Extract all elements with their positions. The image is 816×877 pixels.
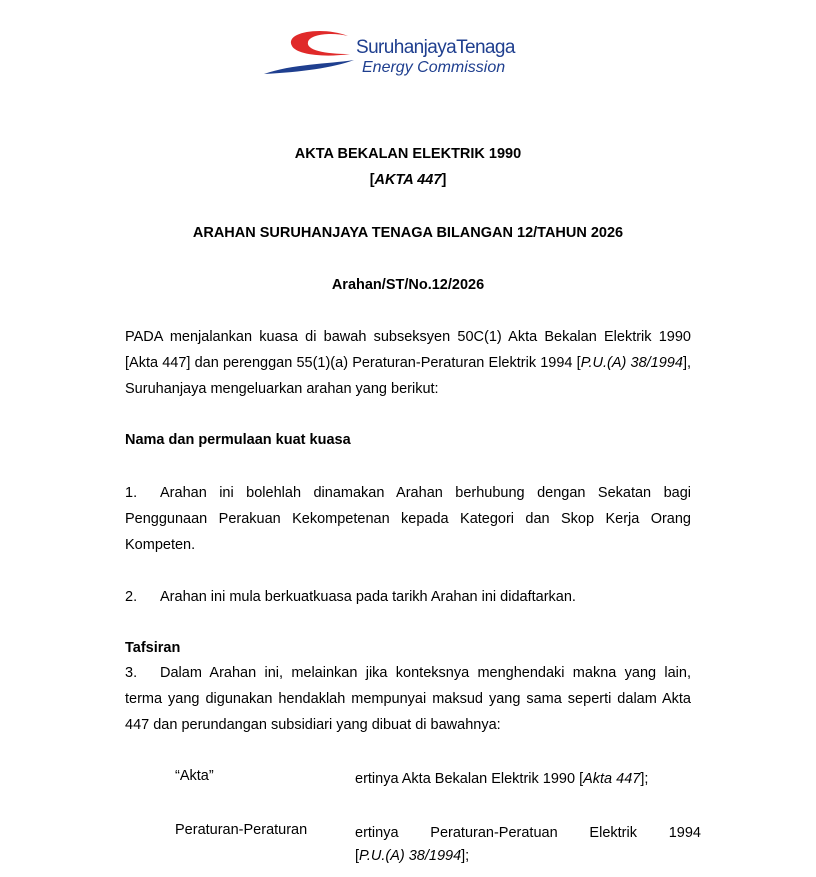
energy-commission-logo xyxy=(262,24,552,84)
clause-1: 1. Arahan ini bolehlah dinamakan Arahan berhubung dengan Sekatan bagi Penggunaan Perakuan Kekompetenan kepada Kategori dan Skop Kerja Orang Kompeten. xyxy=(125,480,691,558)
swoosh-logo-icon xyxy=(262,24,362,84)
definition-term: Peraturan-Peraturan xyxy=(175,822,308,838)
clause-number: 1. xyxy=(125,485,138,501)
act-title: AKTA BEKALAN ELEKTRIK 1990 xyxy=(294,146,522,162)
preamble-paragraph: PADA menjalankan kuasa di bawah subseksyen 50C(1) Akta Bekalan Elektrik 1990 [Akta 447] dan perenggan 55(1)(a) Peraturan-Peraturan Elektrik 1994 [P.U.(A) 38/1994], Suruhanjaya mengeluarkan arahan yang berikut: xyxy=(125,329,692,397)
logo-name-english: Energy Commission xyxy=(362,59,506,76)
directive-title: ARAHAN SURUHANJAYA TENAGA BILANGAN 12/TAHUN 2026 xyxy=(192,225,624,241)
section-heading-name: Nama dan permulaan kuat kuasa xyxy=(125,432,351,448)
definition-term: “Akta” xyxy=(175,768,214,784)
logo-name-malay: SuruhanjayaTenaga xyxy=(356,37,515,58)
section-heading-interpretation: Tafsiran xyxy=(125,640,181,656)
clause-2: 2. Arahan ini mula berkuatkuasa pada tarikh Arahan ini didaftarkan. xyxy=(125,584,691,610)
act-reference: [AKTA 447] xyxy=(369,172,447,188)
definition-meaning: ertinya Akta Bekalan Elektrik 1990 [Akta 447]; xyxy=(355,771,649,787)
clause-number: 2. xyxy=(125,589,138,605)
clause-3: 3. Dalam Arahan ini, melainkan jika konteksnya menghendaki makna yang lain, terma yang digunakan hendaklah mempunyai maksud yang sama seperti dalam Akta 447 dan perundangan subsidiari yang dibuat di bawahnya: xyxy=(125,660,691,738)
definition-meaning: ertinya Peraturan-Peratuan Elektrik 1994 [P.U.(A) 38/1994]; xyxy=(355,825,701,864)
clause-number: 3. xyxy=(125,665,138,681)
directive-number: Arahan/ST/No.12/2026 xyxy=(331,277,485,293)
